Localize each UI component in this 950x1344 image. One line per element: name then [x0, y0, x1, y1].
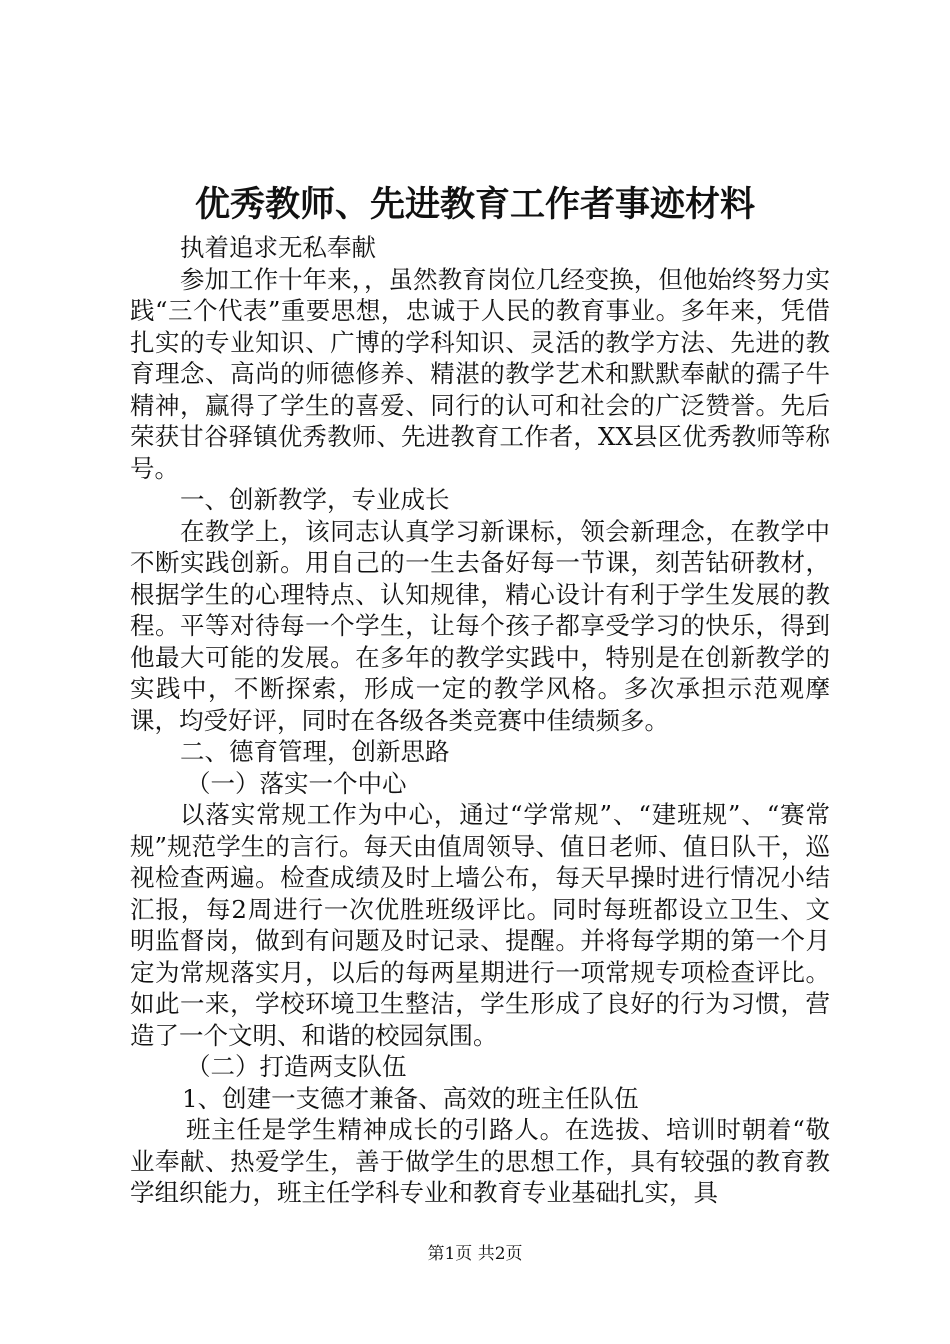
list-item-heading: 1、创建一支德才兼备、高效的班主任队伍: [182, 1083, 639, 1113]
body-paragraph: 以落实常规工作为中心，通过“学常规”、“建班规”、“赛常规”规范学生的言行。每天由值周领导、值日老师、值日队干，巡视检查两遍。检查成绩及时上墙公布，每天早操时进行情况小结汇报，每2周进行一次优胜班级评比。同时每班都设立卫生、文明监督岗，做到有问题及时记录、提醒。并将每学期的第一个月定为常规落实月，以后的每两星期进行一项常规专项检查评比。如此一来，学校环境卫生整洁，学生形成了良好的行为习惯，营造了一个文明、和谐的校园氛围。: [130, 800, 830, 1050]
subsection-heading-2: （二）打造两支队伍: [186, 1052, 407, 1081]
section-heading-2: 二、德育管理，创新思路: [180, 737, 450, 766]
page-footer: 第1页 共2页: [427, 1244, 523, 1264]
document-title: 优秀教师、先进教育工作者事迹材料: [194, 184, 755, 225]
subsection-heading-1: （一）落实一个中心: [186, 768, 407, 798]
body-paragraph: 班主任是学生精神成长的引路人。在选拔、培训时朝着“敬业奉献、热爱学生，善于做学生的思想工作，具有较强的教育教学组织能力，班主任学科专业和教育专业基础扎实，具: [130, 1115, 830, 1207]
subtitle-paragraph: 执着追求无私奉献: [180, 233, 376, 262]
body-paragraph: 参加工作十年来，，虽然教育岗位几经变换，但他始终努力实践“三个代表”重要思想，忠诚于人民的教育事业。多年来，凭借扎实的专业知识、广博的学科知识、灵活的教学方法、先进的教育理念、高尚的师德修养、精湛的教学艺术和默默奉献的孺子牛精神，赢得了学生的喜爱、同行的认可和社会的广泛赞誉。先后荣获甘谷驿镇优秀教师、先进教育工作者，XX县区优秀教师等称号。: [130, 264, 830, 483]
document-body: [130, 232, 830, 1209]
body-paragraph: 在教学上，该同志认真学习新课标，领会新理念，在教学中不断实践创新。用自己的一生去备好每一节课，刻苦钻研教材，根据学生的心理特点、认知规律，精心设计有利于学生发展的教程。平等对待每一个学生，让每个孩子都享受学习的快乐，得到他最大可能的发展。在多年的教学实践中，特别是在创新教学的实践中，不断探索，形成一定的教学风格。多次承担示范观摩课，均受好评，同时在各级各类竞赛中佳绩频多。: [130, 516, 830, 735]
section-heading-1: 一、创新教学，专业成长: [180, 485, 450, 514]
